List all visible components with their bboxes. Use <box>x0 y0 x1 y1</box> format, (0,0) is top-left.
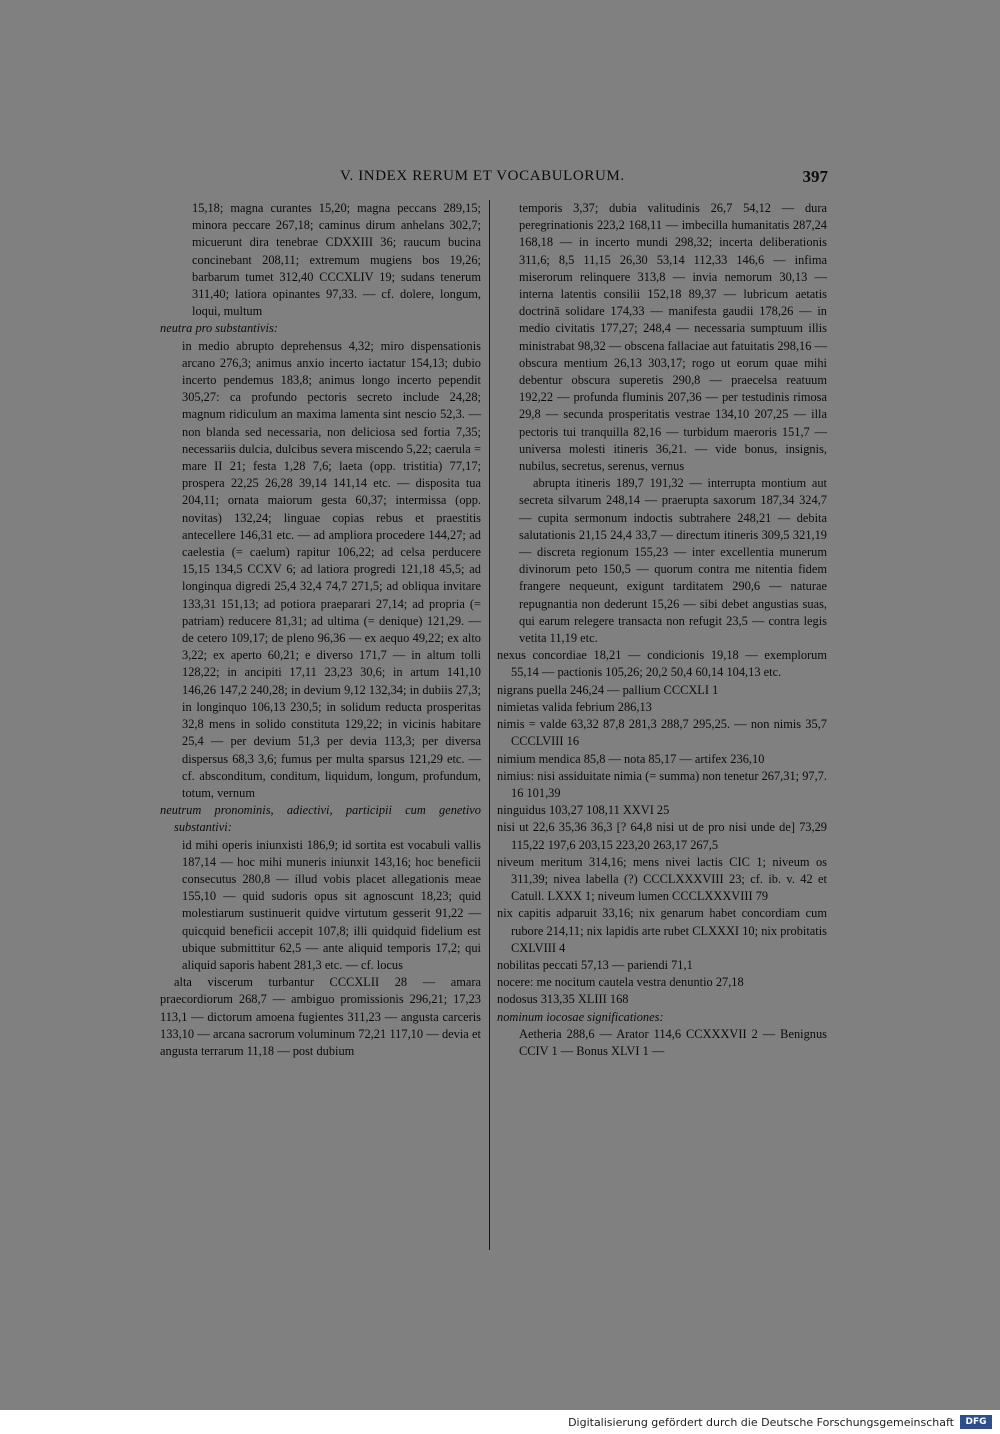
index-entry: nimietas valida febrium 286,13 <box>497 699 652 714</box>
index-entry: abrupta itineris 189,7 191,32 — interrupta montium aut secreta silvarum 248,14 — praerupta saxorum 187,34 324,7 — cupita sermonum indoctis subtrahere 248,21 — debita salutationis 21,15 24,4 33,7 — directum itineris 309,5 321,19 — discreta regionum 155,23 — inter excellentia munerum divinorum peto 150,5 — quorum contra me nitentia fidem frangere nequeunt, exigunt tarditatem 290,6 — naturae repugnantia non dederunt 15,26 — sibi debet angustias suas, qui earum relegere transacta non refugit 23,5 — contra legis vetita 11,19 etc. <box>519 476 827 646</box>
index-entry: in medio abrupto deprehensus 4,32; miro dispensationis arcano 276,3; animus anxio incerto iactatur 154,13; dubio incerto pendemus 183,8; animus longo incerto pependit 305,27: ca profundo pectoris secreto include 24,28; magnum ridiculum an maxima lamenta sint nescio 52,3. — non blanda sed necessaria, non deliciosa sed fortia 7,35; necessariis dulcia, dulcibus severa miscendo 5,22; caerula = mare II 21; festa 1,28 7,6; laeta (opp. tristitia) 77,17; prospera 22,25 26,28 39,14 141,14 etc. — disposita tua 204,11; ornata maiorum gesta 60,37; intermissa (opp. novitas) 132,24; linguae copias rebus et praestitis antecellere 146,31 etc. — ad ampliora procedere 144,27; ad caelestia (= caelum) rapitur 106,22; ad celsa perducere 15,15 134,5 CCXV 6; ad latiora progredi 121,18 45,5; ad longinqua digredi 25,4 32,4 74,7 271,5; ad obliqua invitare 133,31 151,13; ad potiora praeparari 27,14; ad propria (= patriam) reducere 81,31; ad ultima (= denique) 121,29. — de cetero 109,17; de pleno 96,36 — ex aequo 49,22; ex alto 3,22; ex aperto 60,21; e diverso 171,7 — in altum tolli 128,22; in ancipiti 17,11 23,23 30,6; in artum 141,10 146,26 147,2 240,28; in devium 9,12 132,34; in dubiis 27,3; in longinquo 106,13 230,5; in solidum reducta prosperitas 32,8 mens in solido constituta 129,22; in vicinis habitare 25,4 — per devium 51,3 per devia 113,3; per diversa dispersus 68,3 3,6; fumus per multa sparsus 121,29 etc. — cf. absconditum, conditum, liquidum, longum, profundum, totum, vernum <box>182 338 481 800</box>
index-entry: nobilitas peccati 57,13 — pariendi 71,1 <box>497 957 693 972</box>
index-entry: nix capitis adparuit 33,16; nix genarum habet concordiam cum rubore 214,11; nix lapidis arte rubet CLXXXI 10; nix probitatis CXLVIII 4 <box>497 906 827 955</box>
index-entry: nimius: nisi assiduitate nimia (= summa) non tenetur 267,31; 97,7. 16 101,39 <box>497 768 827 800</box>
index-entry: nodosus 313,35 XLIII 168 <box>497 992 629 1007</box>
index-entry: neutra pro substantivis: <box>160 321 278 336</box>
index-entry: temporis 3,37; dubia valitudinis 26,7 54,12 — dura peregrinationis 223,2 168,11 — imbecilla humanitatis 287,24 168,18 — in incerto mundi 298,32; incerta deliberationis 311,6; 8,5 11,15 26,30 53,14 112,33 146,6 — infima miserorum relinquere 313,8 — invia nemorum 30,13 — interna latentis consilii 152,18 89,37 — lubricum aetatis doctrinā solidare 174,33 — manifesta gaudii 178,26 — in medio civitatis 177,27; 248,4 — necessaria sumptuum illis ministrabat 98,32 — obscena fallaciae aut fatuitatis 298,16 — obscura mentium 26,13 303,17; rogo ut eorum quae mihi debentur obscura superetis 290,8 — praecelsa reatuum 192,22 — profunda fluminis 207,36 — per testudinis rimosa 29,8 — secunda prosperitatis vestrae 134,10 207,25 — illa pectoris tui tranquilla 82,16 — turbidum maeroris 151,7 — universa molesti itineris 36,21. — vide bonus, insignis, nubilus, secretus, serenus, vernus <box>519 201 827 474</box>
index-entry: nigrans puella 246,24 — pallium CCCXLI 1 <box>497 682 719 697</box>
index-entry: nimium mendica 85,8 — nota 85,17 — artifex 236,10 <box>497 751 765 766</box>
index-entry: ninguidus 103,27 108,11 XXVI 25 <box>497 803 670 818</box>
index-entry: nexus concordiae 18,21 — condicionis 19,18 — exemplorum 55,14 — pactionis 105,26; 20,2 50,4 60,14 104,13 etc. <box>497 648 827 680</box>
dfg-logo-icon: DFG <box>960 1415 992 1429</box>
index-entry: nimis = valde 63,32 87,8 281,3 288,7 295,25. — non nimis 35,7 CCCLVIII 16 <box>497 717 827 749</box>
index-entry: Aetheria 288,6 — Arator 114,6 CCXXXVII 2 — Benignus CCIV 1 — Bonus XLVI 1 — <box>519 1026 827 1058</box>
index-entry: nocere: me nocitum cautela vestra denuntio 27,18 <box>497 975 744 990</box>
index-entry: nisi ut 22,6 35,36 36,3 [? 64,8 nisi ut de pro nisi unde de] 73,29 115,22 197,6 203,15 223,20 263,17 267,5 <box>497 820 827 852</box>
header-title: V. INDEX RERUM ET VOCABULORUM. <box>340 168 625 184</box>
footer-bar <box>0 1410 1000 1434</box>
page-number: 397 <box>802 167 828 186</box>
running-header <box>340 168 828 192</box>
right-column <box>497 200 827 1060</box>
index-entry: 15,18; magna curantes 15,20; magna peccans 289,15; minora peccare 267,18; caminus dirum anhelans 302,7; micuerunt dira tenebrae CDXXIII 36; raucum bucina concinebant 208,11; extremum mugiens bos 19,26; barbarum tumet 312,40 CCCXLIV 19; sudans tenerum 311,40; latiora opinantes 97,33. — cf. dolere, longum, loqui, multum <box>192 201 481 319</box>
index-entry: niveum meritum 314,16; mens nivei lactis CIC 1; niveum os 311,39; nivea labella (?) CCCLXXXVIII 23; cf. ib. v. 42 et Catull. LXXX 1; niveum lumen CCCLXXXVIII 79 <box>497 854 827 904</box>
index-entry: nominum iocosae significationes: <box>497 1009 664 1024</box>
left-column <box>160 200 481 1060</box>
column-divider <box>489 200 490 1250</box>
index-entry: alta viscerum turbantur CCCXLII 28 — amara praecordiorum 268,7 — ambiguo promissionis 296,21; 17,23 113,1 — dictorum amoena fugientes 311,23 — angusta carceris 133,10 — arcana sacrorum voluminum 72,21 117,10 — devia et angusta terrarum 11,18 — post dubium <box>160 975 481 1058</box>
footer-credit: Digitalisierung gefördert durch die Deutsche Forschungsgemeinschaft <box>568 1416 954 1429</box>
index-entry: neutrum pronominis, adiectivi, participii cum genetivo substantivi: <box>160 803 481 835</box>
index-entry: id mihi operis iniunxisti 186,9; id sortita est vocabuli vallis 187,14 — hoc mihi muneris iniunxit 143,16; hoc beneficii consecutus 280,8 — illud vobis placet allegationis meae 155,10 — quid sudoris opus sit agnoscunt 18,23; quid molestiarum sustinuerit quidve virtutum gesserit 91,22 — quicquid beneficii accepit 107,8; illi quidquid fidelium est ubique submittitur 62,5 — ante aliquid temporis 17,2; qui aliquid saporis habent 281,3 etc. — cf. locus <box>182 837 481 972</box>
